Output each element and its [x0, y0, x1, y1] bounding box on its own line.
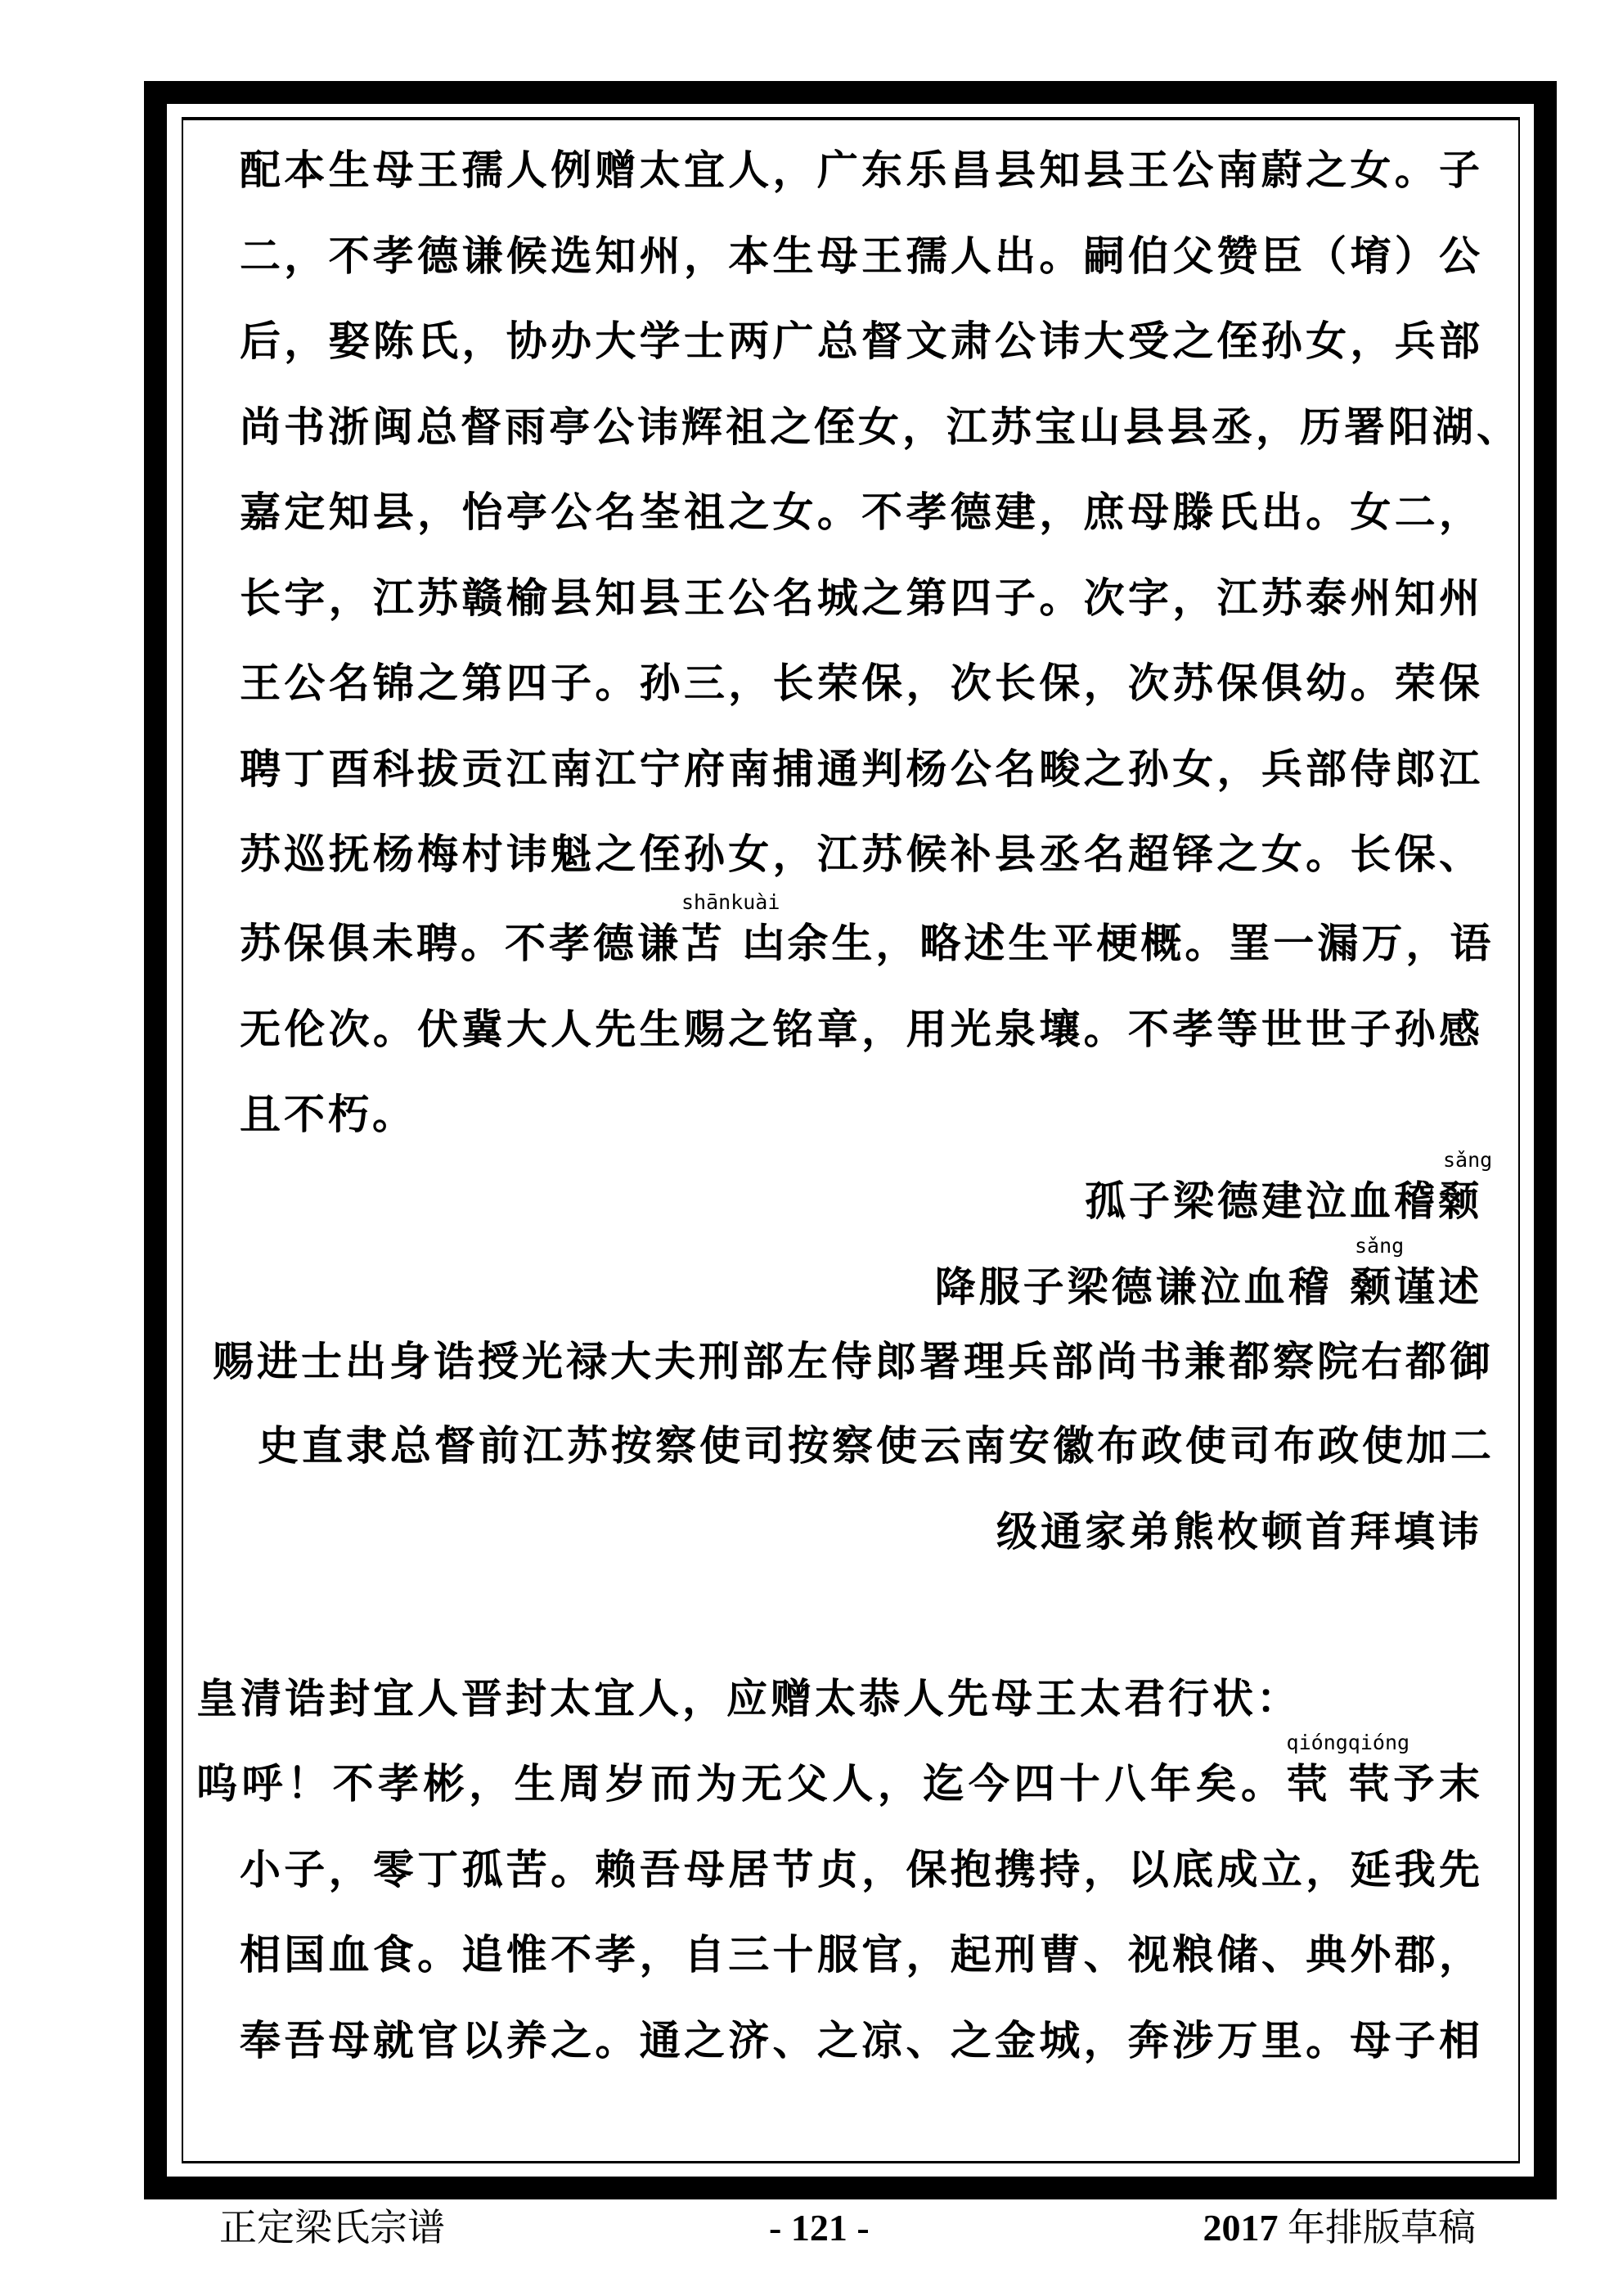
pinyin-annotation: sǎng — [1443, 1148, 1493, 1172]
text-line-with-ruby — [240, 890, 1495, 968]
section-heading: 皇清诰封宜人晋封太宜人，应赠太恭人先母王太君行状： — [196, 1674, 1301, 1722]
pinyin-annotation: qióngqióng — [1286, 1731, 1410, 1754]
pinyin-annotation: sǎng — [1355, 1234, 1405, 1258]
text-segment: 谨述 — [1394, 1263, 1482, 1311]
signature-line-1 — [1085, 1148, 1493, 1226]
ruby-base: 颡 — [1438, 1177, 1482, 1225]
text-line: 奉吾母就官以养之。通之济、之凉、之金城，奔涉万里。母子相 — [240, 2016, 1483, 2064]
text-line: 后，娶陈氏，协办大学士两广总督文肃公讳大受之侄孙女，兵部 — [240, 317, 1483, 365]
text-segment: 降服子梁德谦泣血稽 — [934, 1263, 1350, 1311]
author-line: 级通家弟熊枚顿首拜填讳 — [996, 1507, 1482, 1555]
text-line: 小子，零丁孤苦。赖吾母居节贞，保抱携持，以底成立，延我先 — [240, 1845, 1483, 1893]
ruby-annotation — [1438, 1148, 1493, 1226]
text-line: 苏巡抚杨梅村讳魁之侄孙女，江苏候补县丞名超铎之女。长保、 — [240, 830, 1483, 878]
footer-draft-note — [1203, 2205, 1477, 2251]
text-line: 二，不孝德谦候选知州，本生母王孺人出。嗣伯父赞臣（堉）公 — [240, 232, 1483, 280]
ruby-annotation — [1286, 1731, 1410, 1808]
pinyin-annotation: shānkuài — [681, 890, 780, 914]
text-line: 且不朽。 — [240, 1090, 416, 1138]
ruby-base: 苫 凷 — [681, 919, 788, 967]
text-line: 王公名锦之第四子。孙三，长荣保，次长保，次苏保俱幼。荣保 — [240, 659, 1483, 707]
text-line: 相国血食。追惟不孝，自三十服官，起刑曹、视粮储、典外郡， — [240, 1930, 1483, 1979]
footer-page-number: - 121 - — [769, 2207, 870, 2249]
text-segment: 孤子梁德建泣血稽 — [1085, 1177, 1438, 1225]
text-line-with-ruby — [196, 1731, 1484, 1808]
text-line: 尚书浙闽总督雨亭公讳辉祖之侄女，江苏宝山县县丞，历署阳湖、 — [240, 403, 1521, 451]
text-line: 长字，江苏赣榆县知县王公名城之第四子。次字，江苏泰州知州 — [240, 574, 1483, 622]
text-segment: 呜呼！不孝彬，生周岁而为无父人，迄今四十八年矣。 — [196, 1759, 1287, 1808]
text-segment: 苏保俱未聘。不孝德谦 — [240, 919, 681, 967]
footer-year: 2017 — [1203, 2207, 1279, 2249]
text-line: 无伦次。伏冀大人先生赐之铭章，用光泉壤。不孝等世世子孙感 — [240, 1005, 1483, 1053]
text-line: 配本生母王孺人例赠太宜人，广东乐昌县知县王公南蔚之女。子 — [240, 146, 1483, 194]
footer-draft-label: 年排版草稿 — [1278, 2207, 1476, 2249]
author-line: 史直隶总督前江苏按察使司按察使云南安徽布政使司布政使加二 — [258, 1421, 1495, 1470]
ruby-base: 颡 — [1350, 1263, 1394, 1311]
author-line: 赐进士出身诰授光禄大夫刑部左侍郎署理兵部尚书兼都察院右都御 — [213, 1337, 1494, 1385]
text-segment: 予末 — [1391, 1759, 1484, 1808]
text-segment: 余生，略述生平梗概。罣一漏万，语 — [787, 919, 1495, 967]
ruby-annotation — [1350, 1234, 1405, 1312]
footer-book-title: 正定梁氏宗谱 — [219, 2207, 445, 2249]
ruby-base: 茕 茕 — [1286, 1759, 1392, 1808]
signature-line-2 — [934, 1234, 1482, 1312]
text-line: 聘丁酉科拔贡江南江宁府南捕通判杨公名畯之孙女，兵部侍郎江 — [240, 745, 1483, 793]
ruby-annotation — [681, 890, 788, 968]
text-line: 嘉定知县，怡亭公名峑祖之女。不孝德建，庶母滕氏出。女二， — [240, 488, 1483, 536]
